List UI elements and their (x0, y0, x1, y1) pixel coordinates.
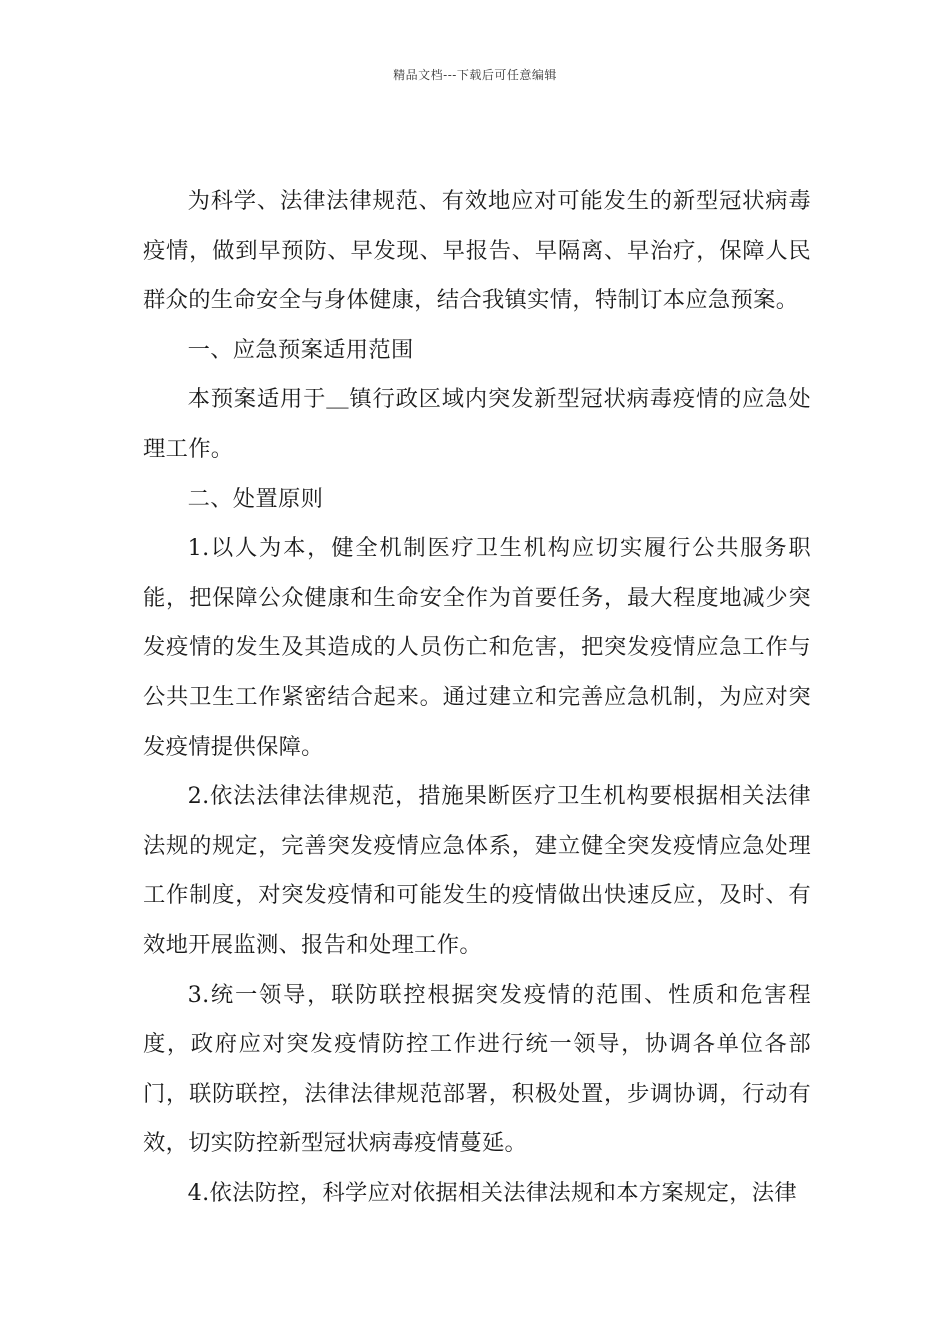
principle-4-paragraph: 4.依法防控，科学应对依据相关法律法规和本方案规定，法律 (187, 1179, 797, 1206)
principle-2-paragraph: 2.依法法律法律规范，措施果断医疗卫生机构要根据相关法律法规的规定，完善突发疫情应急体系，建立健全突发疫情应急处理工作制度，对突发疫情和可能发生的疫情做出快速反应，及时、有效地开展监测、报告和处理工作。 (143, 783, 811, 958)
principle-1-paragraph: 1.以人为本，健全机制医疗卫生机构应切实履行公共服务职能，把保障公众健康和生命安全作为首要任务，最大程度地减少突发疫情的发生及其造成的人员伤亡和危害，把突发疫情应急工作与公共卫生工作紧密结合起来。通过建立和完善应急机制，为应对突发疫情提供保障。 (143, 535, 811, 760)
page-header: 精品文档---下载后可任意编辑 (393, 68, 557, 82)
section-heading-scope: 一、应急预案适用范围 (187, 336, 414, 363)
principle-3-paragraph: 3.统一领导，联防联控根据突发疫情的范围、性质和危害程度，政府应对突发疫情防控工作进行统一领导，协调各单位各部门，联防联控，法律法律规范部署，积极处置，步调协调，行动有效，切实防控新型冠状病毒疫情蔓延。 (143, 981, 811, 1157)
scope-paragraph: 本预案适用于＿镇行政区域内突发新型冠状病毒疫情的应急处理工作。 (143, 386, 811, 462)
document-body (143, 177, 811, 1218)
intro-paragraph: 为科学、法律法律规范、有效地应对可能发生的新型冠状病毒疫情，做到早预防、早发现、早报告、早隔离、早治疗，保障人民群众的生命安全与身体健康，结合我镇实情，特制订本应急预案。 (143, 188, 811, 314)
section-heading-principles: 二、处置原则 (187, 485, 324, 512)
